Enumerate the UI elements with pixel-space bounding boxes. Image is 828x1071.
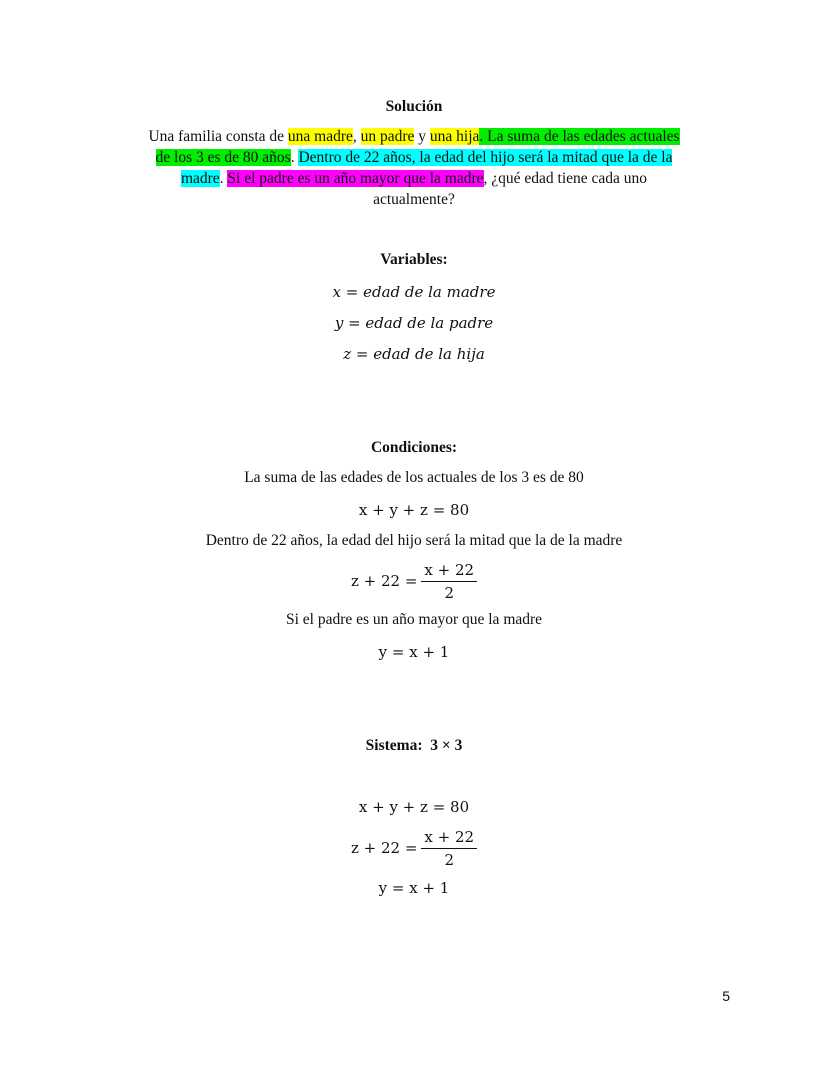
problem-statement <box>140 126 688 210</box>
problem-text: . <box>290 149 299 166</box>
condition-text: La suma de las edades de los actuales de los 3 es de 80 <box>244 469 584 486</box>
variable-definition: y = edad de la padre <box>334 314 494 332</box>
variable-definition: z = edad de la hija <box>343 345 485 363</box>
conditions-heading: Condiciones: <box>370 439 458 456</box>
fraction-numerator: x + 22 <box>421 828 477 849</box>
fraction-numerator: x + 22 <box>421 561 477 582</box>
condition-equation: x + y + z = 80 <box>358 501 470 519</box>
highlight-father: un padre <box>360 128 415 145</box>
fraction-denominator: 2 <box>444 850 454 869</box>
highlight-mother: una madre <box>287 128 353 145</box>
problem-question: , ¿qué edad tiene cada uno actualmente? <box>373 170 648 208</box>
highlight-sum-condition: . La suma de las edades actuales de los 3 es de 80 años <box>155 128 680 166</box>
equation-lhs: z + 22 = <box>350 572 418 590</box>
system-equation: x + y + z = 80 <box>358 798 470 816</box>
variables-heading: Variables: <box>380 251 448 268</box>
variable-meaning: edad de la madre <box>363 283 496 301</box>
system-heading <box>0 737 828 755</box>
variable-definition: x = edad de la madre <box>332 283 496 301</box>
condition-text: Si el padre es un año mayor que la madre <box>285 611 543 628</box>
variable-symbol: z <box>343 345 352 363</box>
equation-lhs: z + 22 = <box>350 839 418 857</box>
highlight-father-older-condition: Si el padre es un año mayor que la madre <box>227 170 484 187</box>
condition-equation: y = x + 1 <box>378 643 450 661</box>
variable-symbol: x <box>332 283 341 301</box>
highlight-daughter: una hija <box>429 128 480 145</box>
page-number: 5 <box>722 988 730 1004</box>
problem-text: . <box>219 170 228 187</box>
problem-text: , <box>352 128 361 145</box>
fraction <box>421 828 477 869</box>
highlight-22-years-condition: Dentro de 22 años, la edad del hijo será la mitad que la de la madre <box>180 149 673 187</box>
fraction-denominator: 2 <box>444 583 454 602</box>
problem-text: y <box>414 128 430 145</box>
condition-text: Dentro de 22 años, la edad del hijo será la mitad que la de la madre <box>205 532 623 549</box>
system-equation: y = x + 1 <box>378 879 450 897</box>
variable-symbol: y <box>334 314 344 332</box>
system-label: Sistema: <box>365 737 423 754</box>
condition-equation <box>0 560 828 602</box>
solution-heading: Solución <box>385 98 443 115</box>
problem-text: Una familia consta de <box>148 128 288 145</box>
fraction <box>421 561 477 602</box>
system-size: 3 × 3 <box>430 737 463 754</box>
system-equation <box>0 827 828 869</box>
variable-meaning: edad de la hija <box>373 345 485 363</box>
variable-meaning: edad de la padre <box>365 314 494 332</box>
